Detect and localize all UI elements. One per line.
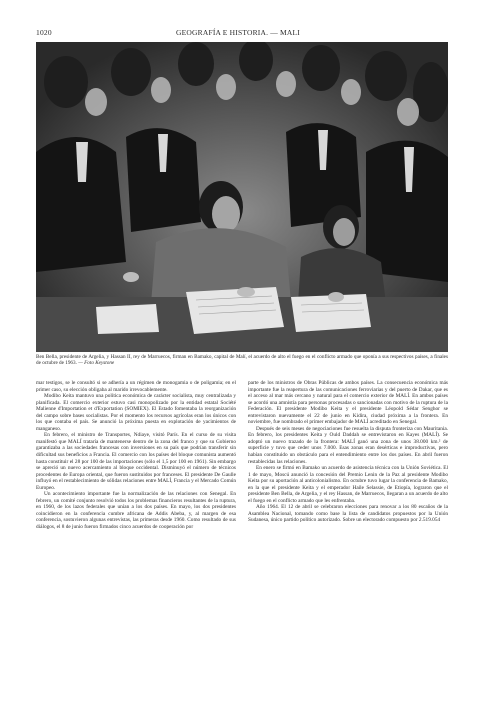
paragraph: mar testigos, se le consultó si se adhería a un régimen de monogamia o de poligamia; en el primer caso, su elección obligaba al marido irrevocablemente. xyxy=(36,380,236,393)
photo-caption xyxy=(36,354,448,376)
text-column-right xyxy=(248,380,448,524)
running-header xyxy=(36,28,448,42)
paragraph: Modibo Keita mantuvo una política económica de carácter socialista, muy centralizada y planificada. El comercio exterior estuvo casi monopolizado por la entidad estatal Société Malienne d'Importation et d'Exportation (SOMIEX). El Estado fomentaba la reorganización del campo sobre bases socialistas. Por el momento los recursos agrícolas eran los únicos con los que contaba el país. Se anunció la próxima puesta en explotación de yacimientos de manganeso. xyxy=(36,393,236,432)
photo-credit: — Foto Keystone xyxy=(78,360,115,367)
paragraph: Un acontecimiento importante fue la normalización de las relaciones con Senegal. En febrero, un comité conjunto resolvió todos los problemas financieros resultantes de la ruptura, en 1960, de los lazos federales que unían a los dos países. En mayo, los dos presidentes coincidieron en la conferencia cumbre africana de Addis Abeba, y, al margen de esa conferencia, sostuvieron algunas entrevistas, las primeras desde 1960. Como resultado de sus diálogos, el 8 de junio fueron firmados cinco acuerdos de cooperación por xyxy=(36,491,236,531)
paragraph: En febrero, el ministro de Transportes, Ndiaye, visitó París. En el curso de su visita manifestó que MALÍ trataría de mantenerse dentro de la zona del franco y que su Gobierno garantizaba a las sociedades francesas con inversiones en su país que podrían transferir sin dificultad sus beneficios a Francia. El comercio con los países del bloque comunista aumentó hasta constituir el 28 por 100 de las importaciones (sólo el 1,5 por 100 en 1961). Sin embargo se apreció un nuevo acercamiento al bloque occidental. Disminuyó el número de técnicos procedentes de Europa oriental, que fueron sustituidos por franceses. El presidente De Gaulle influyó en el restablecimiento de sólidas relaciones entre MALÍ, Francia y el Mercado Común Europeo. xyxy=(36,432,236,491)
photo-illustration xyxy=(36,42,448,352)
news-photo xyxy=(36,42,448,352)
paragraph: Después de seis meses de negociaciones fue resuelta la disputa fronteriza con Mauritania. En febrero, los presidentes Keita y Ould Daddah se entrevistaron en Kayes (MALÍ). Se adoptó un nuevo trazado de la frontera: MALÍ ganó una zona de unos 38.000 km.² de superficie y tuvo que ceder unos 7.000. Esas zonas eran desérticas e improductivas, pero habían constituido un obstáculo para el entendimiento entre los dos países. En abril fueron restablecidas las relaciones. xyxy=(248,425,448,465)
page-number: 1020 xyxy=(36,28,52,37)
text-column-left xyxy=(36,380,236,531)
running-title: GEOGRAFÍA E HISTORIA. — MALI xyxy=(176,28,301,37)
paragraph: parte de los ministros de Obras Públicas de ambos países. La consecuencia económica más importante fue la reapertura de las comunicaciones ferroviarias y del puerto de Dakar, que es el acceso al mar más cercano y natural para el comercio exterior de MALÍ. En ambos países se acordó una amnistía para personas procesadas o sancionadas con motivo de la ruptura de la Federación. El presidente Modibo Keita y el presidente Léopold Sédar Senghor se entrevistaron nuevamente el 22 de junio en Kidira, ciudad próxima a la frontera. En noviembre, fue nombrado el primer embajador de MALÍ acreditado en Senegal. xyxy=(248,380,448,426)
paragraph: En enero se firmó en Bamako un acuerdo de asistencia técnica con la Unión Soviética. El 1 de mayo, Moscú anunció la concesión del Premio Lenin de la Paz al presidente Modibo Keita por su aportación al anticolonialismo. En octubre tuvo lugar la conferencia de Bamako, en la que el presidente Keita y el emperador Haile Selassie, de Etiopía, lograron que el presidente Ben Bella, de Argelia, y el rey Hassan, de Marruecos, llegaran a un acuerdo de alto el fuego en el conflicto armado que les enfrentaba. xyxy=(248,465,448,504)
book-page xyxy=(28,24,456,704)
caption-text: Ben Bella, presidente de Argelia, y Hassan II, rey de Marruecos, firman en Bamako, capital de Malí, el acuerdo de alto el fuego en el conflicto armado que oponía a sus respectivos países, a finales de octubre de 1963. xyxy=(36,354,448,367)
paragraph: Año 1964. El 12 de abril se celebraron elecciones para renovar a los 80 escaños de la Asamblea Nacional, tomando como base la lista de candidatos propuestos por la Unión Sudanesa, único partido político autorizado. Sobre un electorado compuesto por 2.519.054 xyxy=(248,504,448,524)
